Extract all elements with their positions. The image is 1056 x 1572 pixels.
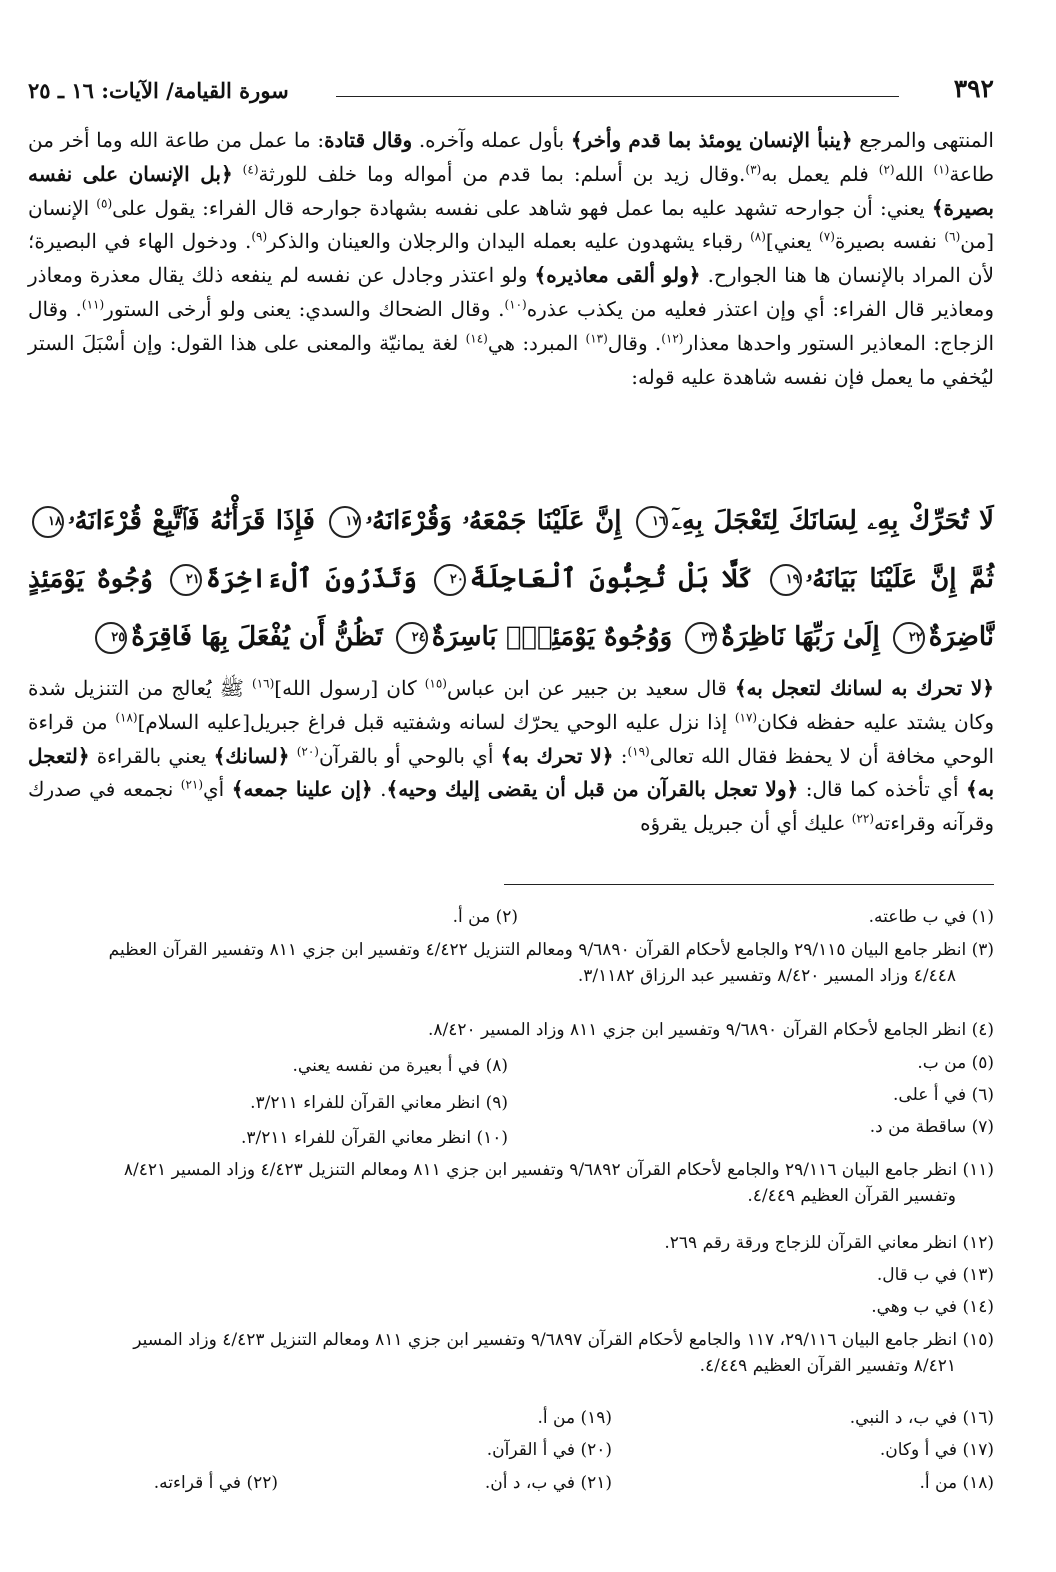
text-run: لغة يمانيّة والمعنى على هذا القول: وإن أسْبَلَ الستر ليُخفي ما يعمل فإن نفسه شاهدة عليه قوله: <box>28 330 994 389</box>
footnote-14: (١٤) في ب وهي. <box>871 1297 994 1317</box>
footnote-3-line-1: (٣) انظر جامع البيان ٢٩/١١٥ والجامع لأحكام القرآن ٩/٦٨٩٠ ومعالم التنزيل ٤/٤٢٢ وتفسير ابن جزي ٨١١ وتفسير القرآن العظيم <box>108 940 994 960</box>
text-run: . ودخول الهاء في البصيرة؛ لأن المراد بالإنسان ها هنا الجوارح. <box>28 229 994 288</box>
quoted-verse: ﴿ولو ألقى معاذيره﴾ <box>534 263 701 288</box>
text-run: فلم يعمل به <box>761 161 879 186</box>
text-run: نفسه بصيرة <box>834 229 945 254</box>
verse-text: تَظُنُّ أَن يُفْعَلَ بِهَا فَاقِرَةٌ <box>131 622 383 652</box>
text-run: المنتهى والمرجع <box>852 128 994 152</box>
footnote-15 <box>28 1327 994 1379</box>
footnote-marker: (٢١) <box>180 777 204 792</box>
footnote-marker: (٥) <box>96 195 113 210</box>
text-run: .وقال زيد بن أسلم: بما قدم من أمواله وما خلف للورثة <box>258 161 746 186</box>
text-run <box>233 162 243 186</box>
quran-verses <box>28 492 994 666</box>
footnote-marker: (٨) <box>750 229 766 244</box>
footnote-7: (٧) ساقطة من د. <box>869 1117 994 1137</box>
footnote-marker: (٣) <box>745 162 762 177</box>
footnote-6: (٦) في أ على. <box>893 1085 994 1105</box>
footnote-11 <box>28 1157 994 1209</box>
footnote-9: (٩) انظر معاني القرآن للفراء ٣/٢١١. <box>250 1093 508 1113</box>
text-run: ولو اعتذر وجادل عن نفسه لم ينفعه ذلك يقال معذرة ومعاذر ومعاذير قال الفراء: أي وإن اعتذر فعليه من يكذب عذره <box>28 263 994 321</box>
verse-text: وَوُجُوهٌ يَوْمَئِذٍۭ بَاسِرَةٌ <box>431 622 673 652</box>
text-run: . وقال <box>607 330 662 355</box>
footnote-marker: (١٤) <box>465 331 488 346</box>
footnote-16: (١٦) في ب، د النبي. <box>849 1408 994 1428</box>
footnote-marker: (١٧) <box>734 710 758 725</box>
text-run: . وقال الضحاك والسدي: يعنى ولو أرخى الستور <box>104 296 505 321</box>
text-run <box>289 744 296 768</box>
text-run: كان [رسول الله] <box>274 676 425 700</box>
text-run: : ما عمل من طاعة الله وما أخر من طاعة <box>28 128 995 186</box>
verse-number-marker: ١٩ <box>770 564 802 596</box>
text-run: بأول عمله وآخره. <box>412 128 571 152</box>
verse-number-marker: ٢٥ <box>95 622 127 654</box>
verse-number-marker: ١٨ <box>32 506 64 538</box>
text-run: من قراءة الوحي مخافة أن لا يحفظ فقال الله تعالى <box>28 709 994 768</box>
verse-number-marker: ١٧ <box>329 506 361 538</box>
running-title: سورة القيامة/ الآيات: ١٦ ـ ٢٥ <box>28 78 289 103</box>
quoted-verse: ﴿لسانك﴾ <box>213 743 290 768</box>
quoted-verse: ﴿بل الإنسان على نفسه بصيرة﴾ <box>28 161 994 220</box>
text-run: . وقال الزجاج: المعاذير الستور واحدها معذار <box>28 296 995 355</box>
footnote-18: (١٨) من أ. <box>919 1473 994 1493</box>
footnote-19: (١٩) من أ. <box>537 1408 612 1428</box>
footnote-4: (٤) انظر الجامع لأحكام القرآن ٩/٦٨٩٠ وتفسير ابن جزي ٨١١ وزاد المسير ٨/٤٢٠. <box>427 1020 994 1040</box>
header-rule <box>336 96 899 97</box>
footnote-marker: (٧) <box>819 229 835 244</box>
footnote-marker: (٢) <box>878 162 895 177</box>
verse-text: لَا تُحَرِّكْ بِهِۦ لِسَانَكَ لِتَعْجَلَ بِهِۦٓ <box>671 506 995 536</box>
footnote-marker: (١) <box>933 162 950 177</box>
footnote-marker: (٢٠) <box>296 743 319 758</box>
footnote-1: (١) في ب طاعته. <box>868 907 994 927</box>
footnote-marker: (١٩) <box>627 743 650 758</box>
text-run: يعني] <box>765 229 820 254</box>
quoted-verse: ﴿ينبأ الإنسان يومئذ بما قدم وأخر﴾ <box>570 128 853 152</box>
footnote-21: (٢١) في ب، د أن. <box>484 1473 612 1493</box>
text-run: . <box>372 777 387 802</box>
text-run: أي تأخذه كما قال: <box>798 777 966 802</box>
footnote-marker: (٢٢) <box>851 811 875 826</box>
commentary-paragraph-2 <box>28 672 994 841</box>
footnote-separator <box>504 884 994 885</box>
footnote-10: (١٠) انظر معاني القرآن للفراء ٣/٢١١. <box>241 1128 508 1148</box>
quoted-verse: وقال قتادة <box>324 128 413 152</box>
footnote-3 <box>28 937 994 989</box>
verse-number-marker: ٢٠ <box>434 564 466 596</box>
text-run: أي بالوحي أو بالقرآن <box>318 743 501 768</box>
text-run: أي <box>203 777 232 802</box>
footnote-marker: (١٣) <box>585 331 608 346</box>
footnote-marker: (١٠) <box>504 297 527 312</box>
page-number: ٣٩٢ <box>953 74 994 103</box>
quoted-verse: ﴿لا تحرك به لسانك لتعجل به﴾ <box>734 676 994 700</box>
footnote-15-line-1: (١٥) انظر جامع البيان ٢٩/١١٦، ١١٧ والجامع لأحكام القرآن ٩/٦٨٩٧ وتفسير ابن جزي ٨١١ ومعالم التنزيل ٤/٤٢٣ وزاد المسير <box>133 1330 994 1350</box>
footnote-17: (١٧) في أ وكان. <box>879 1440 994 1460</box>
verse-number-marker: ٢٢ <box>893 622 925 654</box>
text-run: المبرد: هي <box>487 330 586 355</box>
footnote-marker: (١٢) <box>661 331 684 346</box>
footnote-3-line-2: ٤/٤٤٨ وزاد المسير ٨/٤٢٠ وتفسير عبد الرزاق ٣/١١٨٢. <box>577 966 956 986</box>
commentary-paragraph-1 <box>28 124 994 394</box>
text-run: ﷺ يُعالج من التنزيل شدة وكان يشتد عليه حفظه فكان <box>28 676 994 734</box>
text-run: رقباء يشهدون عليه بعمله اليدان والرجلان والعينان والذكر <box>267 229 751 254</box>
footnote-12: (١٢) انظر معاني القرآن للزجاج ورقة رقم ٢٦٩. <box>664 1233 994 1253</box>
footnote-marker: (١٦) <box>252 676 275 691</box>
verse-number-marker: ٢٣ <box>685 622 717 654</box>
footnote-marker: (١٥) <box>424 676 447 691</box>
verse-text: وَتَذَرُونَ ٱلْءَاخِرَةَ <box>205 564 417 594</box>
text-run: نجمعه في صدرك وقرآنه وقراءته <box>28 777 994 836</box>
footnote-5: (٥) من ب. <box>917 1053 994 1073</box>
quoted-verse: ﴿ولا تعجل بالقرآن من قبل أن يقضى إليك وحيه﴾ <box>386 777 799 802</box>
footnote-11-line-1: (١١) انظر جامع البيان ٢٩/١١٦ والجامع لأحكام القرآن ٩/٦٨٩٢ وتفسير ابن جزي ٨١١ ومعالم التنزيل ٤/٤٢٣ وزاد المسير ٨/٤٢١ <box>123 1160 994 1180</box>
footnote-marker: (٦) <box>944 229 961 244</box>
running-header <box>28 72 994 112</box>
verse-number-marker: ٢٤ <box>396 622 428 654</box>
text-run: يعني بالقراءة <box>89 743 214 768</box>
text-run: عليك أي أن جبريل يقرؤه <box>640 811 852 836</box>
footnote-marker: (١١) <box>81 297 105 312</box>
verse-number-marker: ١٦ <box>636 506 668 538</box>
text-run: : <box>613 743 628 768</box>
footnote-2: (٢) من أ. <box>452 907 518 927</box>
footnote-20: (٢٠) في أ القرآن. <box>486 1440 612 1460</box>
verse-text: وُجُوهٌ يَوْمَئِذٍ نَّاضِرَةٌ <box>28 564 994 652</box>
footnote-marker: (٩) <box>251 229 268 244</box>
quoted-verse: ﴿إن علينا جمعه﴾ <box>231 777 373 802</box>
quoted-verse: ﴿لتعجل به﴾ <box>28 743 995 802</box>
footnote-8: (٨) في أ بعيرة من نفسه يعني. <box>292 1056 508 1076</box>
quoted-verse: ﴿لا تحرك به﴾ <box>500 743 614 768</box>
footnote-11-line-2: وتفسير القرآن العظيم ٤/٤٤٩. <box>747 1186 956 1206</box>
text-run: الله <box>894 161 934 186</box>
text-run: إذا نزل عليه الوحي يحرّك لسانه وشفتيه قبل فراغ جبريل[عليه السلام] <box>137 709 735 734</box>
verse-text: فَإِذَا قَرَأْنَٰهُ فَٱتَّبِعْ قُرْءَانَهُۥ <box>68 506 315 536</box>
text-run: قال سعيد بن جبير عن ابن عباس <box>446 676 735 700</box>
verse-text: إِلَىٰ رَبِّهَا نَاظِرَةٌ <box>721 622 880 652</box>
verse-text: إِنَّ عَلَيْنَا جَمْعَهُۥ وَقُرْءَانَهُۥ <box>365 506 622 536</box>
footnote-13: (١٣) في ب قال. <box>876 1265 994 1285</box>
text-run: الإنسان [من <box>28 195 994 254</box>
verse-number-marker: ٢١ <box>170 564 202 596</box>
text-run: يعني: أن جوارحه تشهد عليه بما عمل فهو شاهد على نفسه بشهادة جوارحه قال الفراء: يقول على <box>112 195 932 220</box>
footnote-15-line-2: ٨/٤٢١ وتفسير القرآن العظيم ٤/٤٤٩. <box>699 1356 956 1376</box>
verse-text: ثُمَّ إِنَّ عَلَيْنَا بَيَانَهُۥ <box>805 564 994 594</box>
footnote-22: (٢٢) في أ قراءته. <box>153 1473 278 1493</box>
verse-text: كَلَّا بَلْ تُحِبُّونَ ٱلْعَاجِلَةَ <box>469 564 753 594</box>
footnote-marker: (١٨) <box>115 710 138 725</box>
footnote-marker: (٤) <box>242 162 259 177</box>
